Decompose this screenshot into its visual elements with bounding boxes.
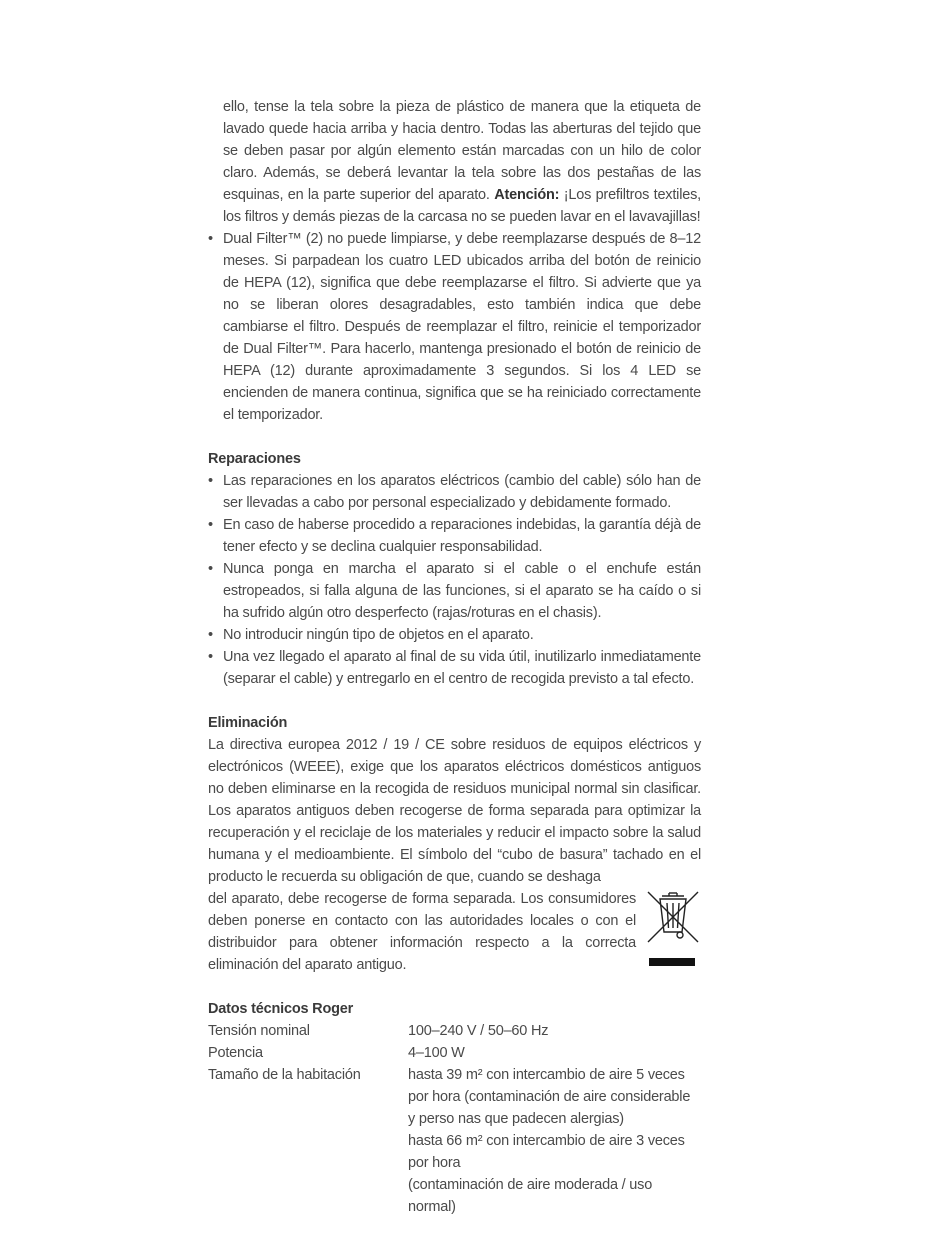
manual-page [208,96,701,1218]
tech-label: Tamaño de la habitación [208,1067,361,1083]
disposal-wrapped-block [208,888,701,976]
list-item [208,646,701,690]
tech-data-table [208,1020,701,1218]
bullet-dot: • [208,473,213,489]
continued-text: ello, tense la tela sobre la pieza de plástico de manera que la etiqueta de lavado quede hacia arriba y hacia dentro. Todas las aberturas del tejido que se deben pasar por algún elemento están marcadas con un hilo de color claro. Además, se deberá levantar la tela sobre las dos pestañas de las esquinas, en la parte superior del aparato. [223,99,701,203]
attention-text: ¡Los prefiltros textiles, los filtros y demás piezas de la carcasa no se pueden lavar en el lavavajillas! [223,187,701,225]
tech-label [208,1130,408,1174]
list-item [208,470,701,514]
table-row [208,1130,701,1174]
tech-value: hasta 66 m² con intercambio de aire 3 veces por hora [408,1133,685,1171]
tech-label: Potencia [208,1045,263,1061]
list-item [208,558,701,624]
bullet-dot: • [208,231,213,247]
repair-item-text: Nunca ponga en marcha el aparato si el cable o el enchufe están estropeados, si falla alguna de las funciones, si el aparato se ha caído o si ha sufrido algún otro desperfecto (rajas/roturas en el chasis). [223,561,701,621]
tech-value: 100–240 V / 50–60 Hz [408,1023,549,1039]
table-row [208,1064,701,1130]
disposal-text-main: La directiva europea 2012 / 19 / CE sobre residuos de equipos eléctricos y electrónicos (WEEE), exige que los aparatos eléctricos domésticos antiguos no deben eliminarse en la recogida de residuos municipal normal sin clasificar. Los aparatos antiguos deben recogerse de forma separada para optimizar la recuperación y el reciclaje de los materiales y reducir el impacto sobre la salud humana y el medioambiente. El símbolo del “cubo de basura” tachado en el producto le recuerda su obligación de que, cuando se deshaga [208,737,701,885]
disposal-heading: Eliminación [208,715,288,731]
table-row [208,1174,701,1218]
repair-item-text: Una vez llegado el aparato al final de su vida útil, inutilizarlo inmediatamente (separar el cable) y entregarlo en el centro de recogida previsto a tal efecto. [223,649,701,687]
tech-label: Tensión nominal [208,1023,310,1039]
repair-item-text: En caso de haberse procedido a reparaciones indebidas, la garantía déjà de tener efecto y se declina cualquier responsabilidad. [223,517,701,555]
repair-item-text: Las reparaciones en los aparatos eléctricos (cambio del cable) sólo han de ser llevadas a cabo por personal especializado y debidamente formado. [223,473,701,511]
bullet-dot: • [208,561,213,577]
crossed-out-wheelie-bin-icon [645,888,701,968]
repairs-heading: Reparaciones [208,451,301,467]
attention-label: Atención: [494,187,560,203]
continued-paragraph [208,96,701,228]
tech-value: hasta 39 m² con intercambio de aire 5 veces por hora (contaminación de aire considerable y perso nas que padecen alergias) [408,1067,691,1127]
table-row [208,1042,701,1064]
list-item [208,624,701,646]
tech-data-heading: Datos técnicos Roger [208,1001,354,1017]
bullet-dot: • [208,517,213,533]
dual-filter-text: Dual Filter™ (2) no puede limpiarse, y debe reemplazarse después de 8–12 meses. Si parpadean los cuatro LED ubicados arriba del botón de reinicio de HEPA (12), significa que debe reemplazarse el filtro. Si advierte que ya no se liberan olores desagradables, esto también indica que debe cambiarse el filtro. Después de reemplazar el filtro, reinicie el temporizador de Dual Filter™. Para hacerlo, mantenga presionado el botón de reinicio de HEPA (12) durante aproximadamente 3 segundos. Si los 4 LED se encienden de manera continua, significa que se ha reiniciado correctamente el temporizador. [223,231,701,423]
list-item [208,514,701,558]
table-row [208,1020,701,1042]
repair-item-text: No introducir ningún tipo de objetos en el aparato. [223,627,534,643]
tech-value: (contaminación de aire moderada / uso normal) [408,1177,653,1215]
repairs-list [208,470,701,690]
filter-bullet-list [208,228,701,426]
disposal-text-wrapped: del aparato, debe recogerse de forma separada. Los consumidores deben ponerse en contacto con las autoridades locales o con el distribuidor para obtener información respecto a la correcta eliminación del aparato antiguo. [208,891,636,973]
bullet-dot: • [208,649,213,665]
tech-label [208,1174,408,1218]
bullet-dot: • [208,627,213,643]
list-item [208,228,701,426]
tech-value: 4–100 W [408,1045,465,1061]
